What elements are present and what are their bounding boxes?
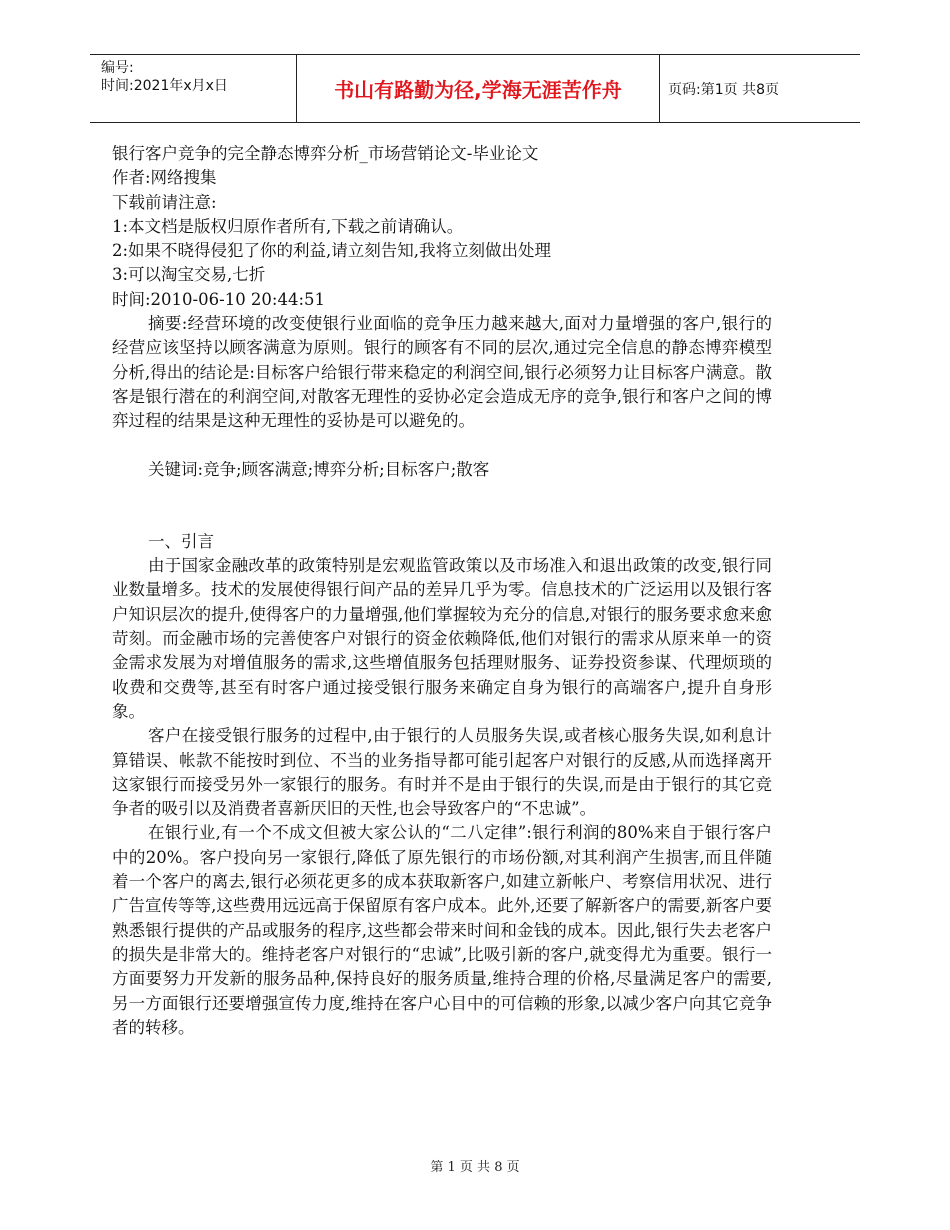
abstract-paragraph: 摘要:经营环境的改变使银行业面临的竞争压力越来越大,面对力量增强的客户,银行的经营应该坚持以顾客满意为原则。银行的顾客有不同的层次,通过完全信息的静态博弈模型分析,得出的结论是:目标客户给银行带来稳定的利润空间,银行必须努力让目标客户满意。散客是银行潜在的利润空间,对散客无理性的妥协必定会造成无序的竞争,银行和客户之间的博弈过程的结果是这种无理性的妥协是可以避免的。 [112,314,772,431]
article-title: 银行客户竞争的完全静态博弈分析_市场营销论文-毕业论文 [112,144,539,163]
header-page-info: 页码:第1页 共8页 [668,81,779,98]
header-motto: 书山有路勤为径,学海无涯苦作舟 [297,55,660,122]
notice-item: 2:如果不晓得侵犯了你的利益,请立刻告知,我将立刻做出处理 [112,241,552,261]
article-time: 时间:2010-06-10 20:44:51 [112,289,326,309]
section-heading: 一、引言 [148,531,214,551]
header-meta [90,55,297,122]
body-paragraph: 客户在接受银行服务的过程中,由于银行的人员服务失误,或者核心服务失误,如利息计算错误、帐款不能按时到位、不当的业务指导都可能引起客户对银行的反感,从而选择离开这家银行而接受另外一家银行的服务。有时并不是由于银行的失误,而是由于银行的其它竞争者的吸引以及消费者喜新厌旧的天性,也会导致客户的“不忠诚”。 [112,726,772,819]
article-body [112,142,772,1040]
page-header [90,54,860,123]
article-author: 作者:网络搜集 [112,168,217,188]
keywords-line: 关键词:竞争;顾客满意;博弈分析;目标客户;散客 [148,459,490,479]
notice-item: 3:可以淘宝交易,七折 [112,265,266,285]
notice-heading: 下载前请注意: [112,192,217,212]
body-paragraph: 在银行业,有一个不成文但被大家公认的“二八定律”:银行利润的80%来自于银行客户中的20%。客户投向另一家银行,降低了原先银行的市场份额,对其利润产生损害,而且伴随着一个客户的离去,银行必须花更多的成本获取新客户,如建立新帐户、考察信用状况、进行广告宣传等等,这些费用远远高于保留原有客户成本。此外,还要了解新客户的需要,新客户要熟悉银行提供的产品或服务的程序,这些都会带来时间和金钱的成本。因此,银行失去老客户的损失是非常大的。维持老客户对银行的“忠诚”,比吸引新的客户,就变得尤为重要。银行一方面要努力开发新的服务品种,保持良好的服务质量,维持合理的价格,尽量满足客户的需要,另一方面银行还要增强宣传力度,维持在客户心目中的可信赖的形象,以减少客户向其它竞争者的转移。 [112,823,772,1037]
notice-item: 1:本文档是版权归原作者所有,下载之前请确认。 [112,216,464,236]
doc-time-label: 时间:2021年x月x日 [101,78,228,94]
page-footer: 第 1 页 共 8 页 [430,1160,520,1175]
body-paragraph: 由于国家金融改革的政策特别是宏观监管政策以及市场准入和退出政策的改变,银行同业数量增多。技术的发展使得银行间产品的差异几乎为零。信息技术的广泛运用以及银行客户知识层次的提升,使得客户的力量增强,他们掌握较为充分的信息,对银行的服务要求愈来愈苛刻。而金融市场的完善使客户对银行的资金依赖降低,他们对银行的需求从原来单一的资金需求发展为对增值服务的需求,这些增值服务包括理财服务、证券投资参谋、代理烦琐的收费和交费等,甚至有时客户通过接受银行服务来确定自身为银行的高端客户,提升自身形象。 [112,556,772,721]
doc-number-label: 编号: [101,60,134,76]
